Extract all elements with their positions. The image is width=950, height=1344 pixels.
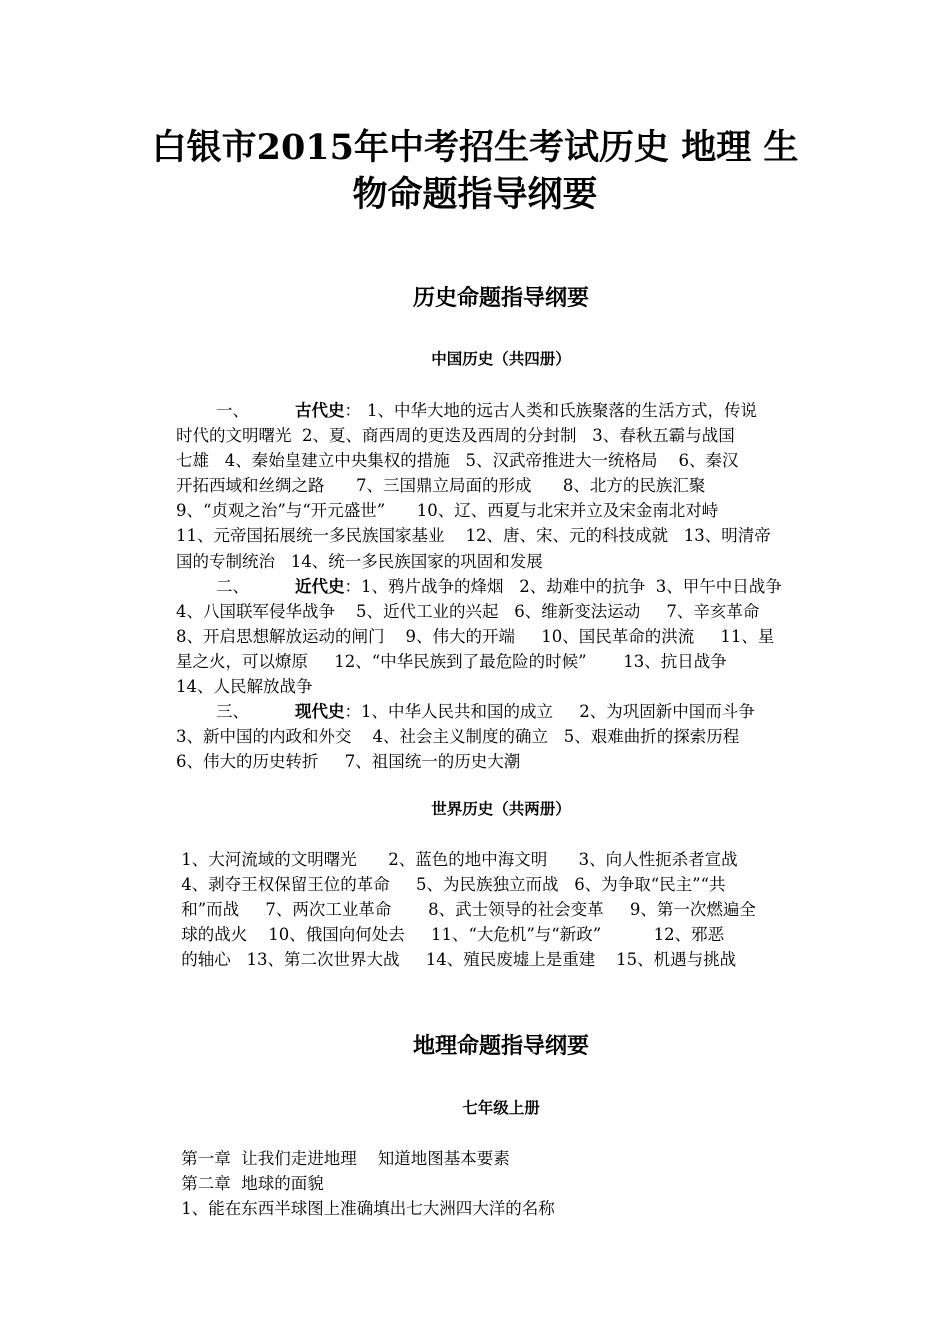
ancient-history-line: 9、“贞观之治”与“开元盛世” 10、辽、西夏与北宋并立及宋金南北对峙 (176, 501, 719, 521)
history-section-title: 历史命题指导纲要 (412, 286, 589, 311)
ancient-history-line: 时代的文明曙光 2、夏、商西周的更迭及西周的分封制 3、春秋五霸与战国 (176, 426, 735, 446)
contemporary-history-label: 现代史 (295, 702, 345, 721)
ancient-history-colon: ： (344, 401, 361, 420)
ancient-history-paragraph (176, 398, 808, 574)
contemporary-history-first-line: 1、中华人民共和国的成立 2、为巩固新中国而斗争 (361, 702, 755, 721)
modern-history-line: 4、八国联军侵华战争 5、近代工业的兴起 6、维新变法运动 7、辛亥革命 (176, 602, 760, 622)
world-history-line: 和”而战 7、两次工业革命 8、武士领导的社会变革 9、第一次燃遍全 (176, 900, 756, 920)
ancient-history-label: 古代史 (295, 401, 345, 420)
geography-line: 1、能在东西半球图上准确填出七大洲四大洋的名称 (176, 1199, 555, 1219)
contemporary-history-line: 3、新中国的内政和外交 4、社会主义制度的确立 5、艰难曲折的探索历程 (176, 727, 740, 747)
geography-line: 第二章 地球的面貌 (176, 1174, 324, 1194)
contemporary-history-number: 三、 (216, 702, 249, 721)
modern-history-line: 星之火，可以燎原 12、“中华民族到了最危险的时候” 13、抗日战争 (176, 652, 727, 672)
modern-history-line: 14、人民解放战争 (176, 677, 313, 697)
geography-section-title: 地理命题指导纲要 (412, 1034, 589, 1059)
contemporary-history-line: 6、伟大的历史转折 7、祖国统一的历史大潮 (176, 752, 521, 772)
ancient-history-line: 国的专制统治 14、统一多民族国家的巩固和发展 (176, 551, 543, 571)
modern-history-paragraph (176, 574, 808, 699)
contemporary-history-heading-line (176, 699, 808, 724)
ancient-history-line: 11、元帝国拓展统一多民族国家基业 12、唐、宋、元的科技成就 13、明清帝 (176, 526, 771, 546)
modern-history-label: 近代史 (295, 577, 345, 596)
geography-paragraph (176, 1146, 808, 1221)
ancient-history-heading-line (176, 398, 808, 423)
contemporary-history-paragraph (176, 699, 808, 774)
world-history-line: 的轴心 13、第二次世界大战 14、殖民废墟上是重建 15、机遇与挑战 (176, 950, 737, 970)
modern-history-first-line: 1、鸦片战争的烽烟 2、劫难中的抗争 3、甲午中日战争 (361, 577, 782, 596)
modern-history-line: 8、开启思想解放运动的闸门 9、伟大的开端 10、国民革命的洪流 11、星 (176, 627, 775, 647)
ancient-history-first-line: 1、中华大地的远古人类和氏族聚落的生活方式，传说 (367, 401, 757, 420)
world-history-title: 世界历史（共两册） (431, 800, 571, 818)
modern-history-heading-line (176, 574, 808, 599)
world-history-line: 1、大河流域的文明曙光 2、蓝色的地中海文明 3、向人性扼杀者宣战 (176, 850, 738, 869)
geography-grade-title: 七年级上册 (462, 1099, 540, 1117)
china-history-title: 中国历史（共四册） (431, 350, 571, 368)
ancient-history-line: 开拓西域和丝绸之路 7、三国鼎立局面的形成 8、北方的民族汇聚 (176, 476, 706, 496)
document-title (150, 124, 800, 218)
ancient-history-number: 一、 (216, 401, 249, 420)
ancient-history-line: 七雄 4、秦始皇建立中央集权的措施 5、汉武帝推进大一统格局 6、秦汉 (176, 451, 739, 471)
world-history-line: 4、剥夺王权保留王位的革命 5、为民族独立而战 6、为争取“民主”“共 (176, 875, 726, 895)
contemporary-history-colon: ： (344, 702, 361, 721)
modern-history-number: 二、 (216, 577, 249, 596)
geography-line: 第一章 让我们走进地理 知道地图基本要素 (176, 1149, 510, 1168)
world-history-paragraph (176, 847, 808, 972)
modern-history-colon: ： (344, 577, 361, 596)
document-title-line-1: 白银市2015年中考招生考试历史 地理 生 (151, 127, 799, 168)
world-history-line: 球的战火 10、俄国向何处去 11、“大危机”与“新政” 12、邪恶 (176, 925, 725, 945)
document-title-line-2: 物命题指导纲要 (352, 174, 598, 215)
